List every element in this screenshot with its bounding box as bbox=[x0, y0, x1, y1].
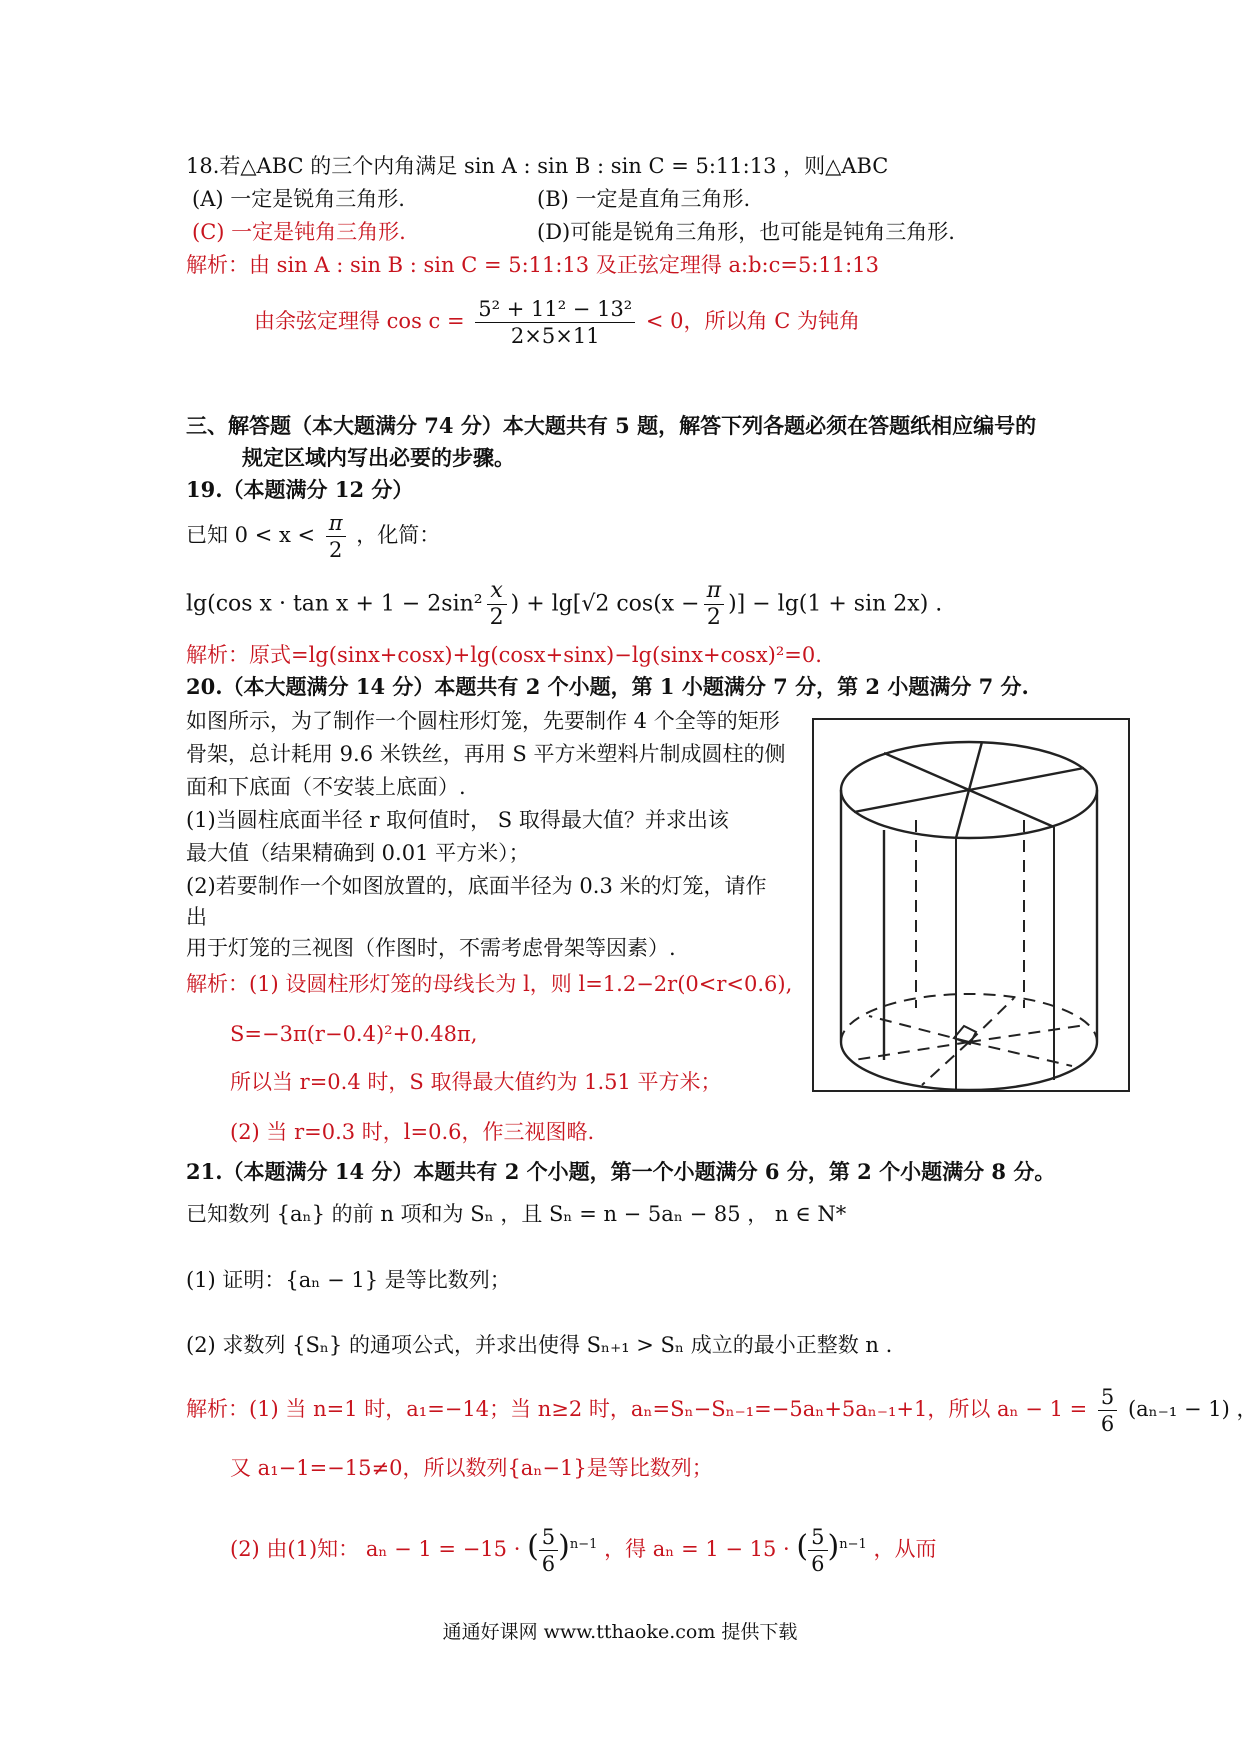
q21-part-2: (2) 求数列 {Sₙ} 的通项公式，并求出使得 Sₙ₊₁ > Sₙ 成立的最小正整数 n . bbox=[186, 1333, 893, 1357]
q21-power-fraction-1 bbox=[539, 1524, 558, 1577]
spoke-6 bbox=[854, 790, 969, 812]
q19-expr-c: )] − lg(1 + sin 2x) . bbox=[728, 591, 943, 617]
q21-power-fraction-1-num: 5 bbox=[539, 1524, 558, 1551]
q19-expr-fraction-2-den: 2 bbox=[706, 605, 721, 630]
q18-stem: 18.若△ABC 的三个内角满足 sin A : sin B : sin C = 5:11:13 ，则△ABC bbox=[186, 154, 889, 178]
q18-solution-1: 解析：由 sin A : sin B : sin C = 5:11:13 及正弦定理得 a:b:c=5:11:13 bbox=[186, 253, 879, 277]
q20-text-2: 骨架，总计耗用 9.6 米铁丝，再用 S 平方米塑料片制成圆柱的侧 bbox=[186, 742, 786, 766]
q19-expr-fraction-1 bbox=[487, 578, 507, 631]
q21-solution-2: 又 a₁−1=−15≠0，所以数列{aₙ−1}是等比数列； bbox=[230, 1456, 713, 1480]
q20-text-8: 用于灯笼的三视图（作图时，不需考虑骨架等因素）. bbox=[186, 936, 676, 960]
bottom-back-arc bbox=[841, 994, 1097, 1042]
q21-power-fraction-2-den: 6 bbox=[811, 1552, 825, 1576]
q20-text-6: (2)若要制作一个如图放置的，底面半径为 0.3 米的灯笼，请作 bbox=[186, 874, 767, 898]
q18-option-a: (A) 一定是锐角三角形. bbox=[192, 187, 405, 211]
q19-given-post: ，化简： bbox=[356, 523, 441, 547]
q21-solution-3-c: ，从而 bbox=[873, 1537, 937, 1561]
lantern-cylinder-figure bbox=[812, 718, 1130, 1092]
q18-cos-denominator: 2×5×11 bbox=[510, 324, 600, 348]
q19-expr-fraction-2-num: π bbox=[704, 578, 724, 605]
q18-solution-2-pre: 由余弦定理得 cos c = bbox=[254, 309, 465, 333]
q19-expression bbox=[186, 578, 942, 631]
q18-cos-fraction bbox=[475, 296, 635, 349]
q19-solution: 解析：原式=lg(sinx+cosx)+lg(cosx+sinx)−lg(sinx+cosx)²=0. bbox=[186, 643, 822, 667]
q20-solution-3: 所以当 r=0.4 时，S 取得最大值约为 1.51 平方米； bbox=[230, 1070, 722, 1094]
q21-header: 21.（本题满分 14 分）本题共有 2 个小题，第一个小题满分 6 分，第 2 个小题满分 8 分。 bbox=[186, 1159, 1056, 1184]
q20-solution-1: 解析：(1) 设圆柱形灯笼的母线长为 l，则 l=1.2−2r(0<r<0.6), bbox=[186, 972, 793, 996]
q20-solution-4: (2) 当 r=0.3 时，l=0.6，作三视图略. bbox=[230, 1120, 595, 1144]
q19-expr-fraction-2 bbox=[704, 578, 724, 631]
q20-header: 20.（本大题满分 14 分）本题共有 2 个小题，第 1 小题满分 7 分，第 2 小题满分 7 分. bbox=[186, 674, 1029, 699]
q21-solution-3 bbox=[230, 1524, 936, 1577]
q19-expr-b: ) + lg[√2 cos(x − bbox=[510, 591, 700, 617]
q21-power-fraction-1-den: 6 bbox=[541, 1552, 556, 1576]
q18-option-d: (D)可能是锐角三角形，也可能是钝角三角形. bbox=[537, 220, 955, 244]
q21-solution-1-pre: 解析：(1) 当 n=1 时，a₁=−14；当 n≥2 时，aₙ=Sₙ−Sₙ₋₁=−5aₙ+5aₙ₋₁+1，所以 aₙ − 1 = bbox=[186, 1397, 1088, 1421]
bottom-spoke-2 bbox=[969, 1042, 1072, 1066]
spoke-2 bbox=[969, 790, 1054, 827]
paren-open-1: ( bbox=[527, 1529, 539, 1564]
q19-expr-a: lg(cos x · tan x + 1 − 2sin² bbox=[186, 591, 483, 617]
q19-given-denominator: 2 bbox=[329, 538, 343, 562]
q21-power-fraction-2-num: 5 bbox=[808, 1524, 827, 1551]
q21-ratio-num: 5 bbox=[1098, 1384, 1117, 1411]
q20-text-5: 最大值（结果精确到 0.01 平方米）； bbox=[186, 841, 530, 865]
q20-text-3: 面和下底面（不安装上底面）. bbox=[186, 775, 466, 799]
q20-text-4: (1)当圆柱底面半径 r 取何值时， S 取得最大值？并求出该 bbox=[186, 808, 729, 832]
q20-text-1: 如图所示，为了制作一个圆柱形灯笼，先要制作 4 个全等的矩形 bbox=[186, 709, 780, 733]
spoke-3 bbox=[969, 742, 982, 790]
q21-solution-3-b: ，得 aₙ = 1 − 15 · bbox=[604, 1537, 790, 1561]
q21-solution-1-post: (aₙ₋₁ − 1) ， bbox=[1127, 1397, 1257, 1421]
q18-option-b: (B) 一定是直角三角形. bbox=[537, 187, 751, 211]
q18-option-c: (C) 一定是钝角三角形. bbox=[192, 220, 406, 244]
paren-close-1: ) bbox=[558, 1529, 570, 1564]
section3-heading-line1: 三、解答题（本大题满分 74 分）本大题共有 5 题，解答下列各题必须在答题纸相应编号的 bbox=[186, 413, 1037, 438]
q21-given: 已知数列 {aₙ} 的前 n 项和为 Sₙ ，且 Sₙ = n − 5aₙ − 85 ， n ∈ N* bbox=[186, 1202, 847, 1226]
q21-solution-3-a: (2) 由(1)知： aₙ − 1 = −15 · bbox=[230, 1537, 521, 1561]
q21-exponent-1: n−1 bbox=[569, 1537, 598, 1552]
q19-header: 19.（本题满分 12 分） bbox=[186, 477, 414, 502]
q21-ratio-den: 6 bbox=[1100, 1412, 1115, 1436]
q21-power-fraction-2 bbox=[808, 1524, 827, 1577]
q18-solution-2-post: < 0，所以角 C 为钝角 bbox=[645, 309, 860, 333]
q20-text-7: 出 bbox=[186, 905, 207, 929]
section3-heading-line2: 规定区域内写出必要的步骤。 bbox=[242, 445, 515, 470]
bottom-front-arc bbox=[841, 1042, 1097, 1090]
q21-exponent-2: n−1 bbox=[839, 1537, 867, 1552]
q18-cos-numerator: 5² + 11² − 13² bbox=[475, 296, 635, 323]
cylinder-drawing bbox=[814, 720, 1128, 1090]
q19-given bbox=[186, 510, 440, 563]
q19-given-numerator: π bbox=[326, 510, 346, 537]
spoke-1 bbox=[884, 753, 969, 790]
q19-given-fraction bbox=[326, 510, 346, 563]
paren-open-2: ( bbox=[796, 1529, 809, 1564]
q20-solution-2: S=−3π(r−0.4)²+0.48π, bbox=[230, 1022, 478, 1046]
bottom-spoke-4 bbox=[969, 998, 1014, 1042]
paren-close-2: ) bbox=[827, 1529, 840, 1564]
spoke-5 bbox=[969, 768, 1084, 790]
q21-part-1: (1) 证明：{aₙ − 1} 是等比数列； bbox=[186, 1268, 511, 1292]
q19-given-pre: 已知 0 < x < bbox=[186, 523, 316, 547]
spoke-4 bbox=[956, 790, 969, 838]
q19-expr-fraction-1-den: 2 bbox=[489, 605, 504, 630]
q21-ratio-fraction bbox=[1098, 1384, 1117, 1437]
q18-solution-2 bbox=[254, 296, 860, 349]
page-footer: 通通好课网 www.tthaoke.com 提供下载 bbox=[442, 1621, 798, 1643]
q21-solution-1 bbox=[186, 1384, 1257, 1437]
q19-expr-fraction-1-num: x bbox=[487, 578, 507, 605]
bottom-spoke-6 bbox=[969, 1025, 1086, 1042]
